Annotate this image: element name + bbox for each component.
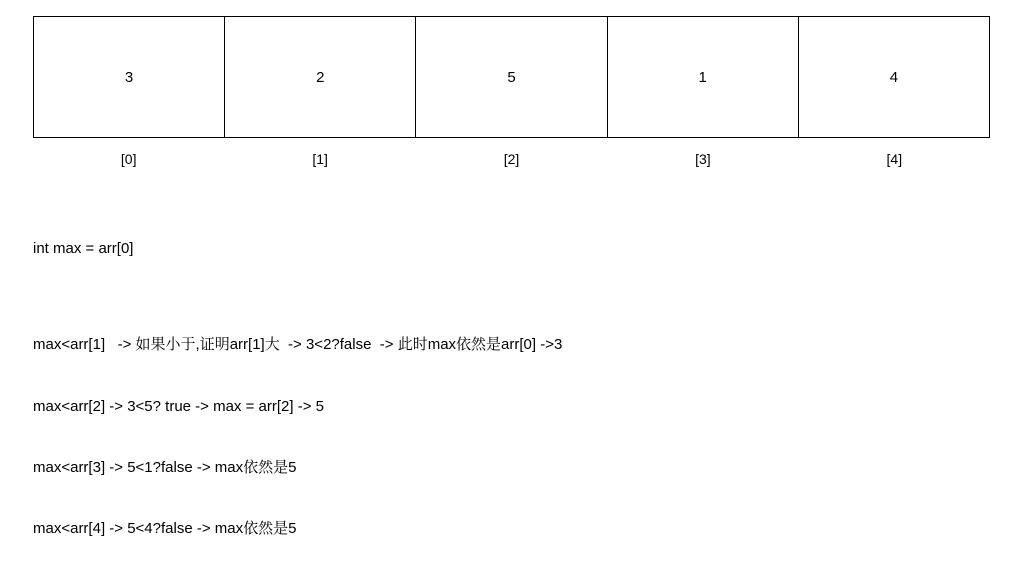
explanation-line: int max = arr[0] — [33, 240, 134, 257]
array-cell: 5 — [416, 17, 607, 137]
explanation-line: max<arr[2] -> 3<5? true -> max = arr[2] -> 5 — [33, 398, 324, 415]
array-diagram — [33, 16, 990, 167]
array-index-label: [2] — [503, 151, 520, 167]
array-cell: 1 — [608, 17, 799, 137]
array-cell: 3 — [34, 17, 225, 137]
array-cell: 4 — [889, 68, 899, 86]
explanation-line: max<arr[3] -> 5<1?false -> max依然是5 — [33, 459, 297, 476]
explanation-line: max<arr[4] -> 5<4?false -> max依然是5 — [33, 520, 297, 537]
array-cells-row — [33, 16, 990, 138]
array-index-label: [3] — [695, 151, 711, 167]
explanation-line: max<arr[1] -> 如果小于,证明arr[1]大 -> 3<2?false -> 此时max依然是arr[0] ->3 — [33, 336, 563, 353]
array-index-row — [33, 151, 990, 167]
array-cell: 2 — [225, 17, 416, 137]
array-index-label: [4] — [886, 151, 903, 167]
array-index-label: [0] — [120, 151, 137, 167]
explanation-text-block — [33, 240, 993, 538]
array-index-label: [1] — [312, 151, 328, 167]
